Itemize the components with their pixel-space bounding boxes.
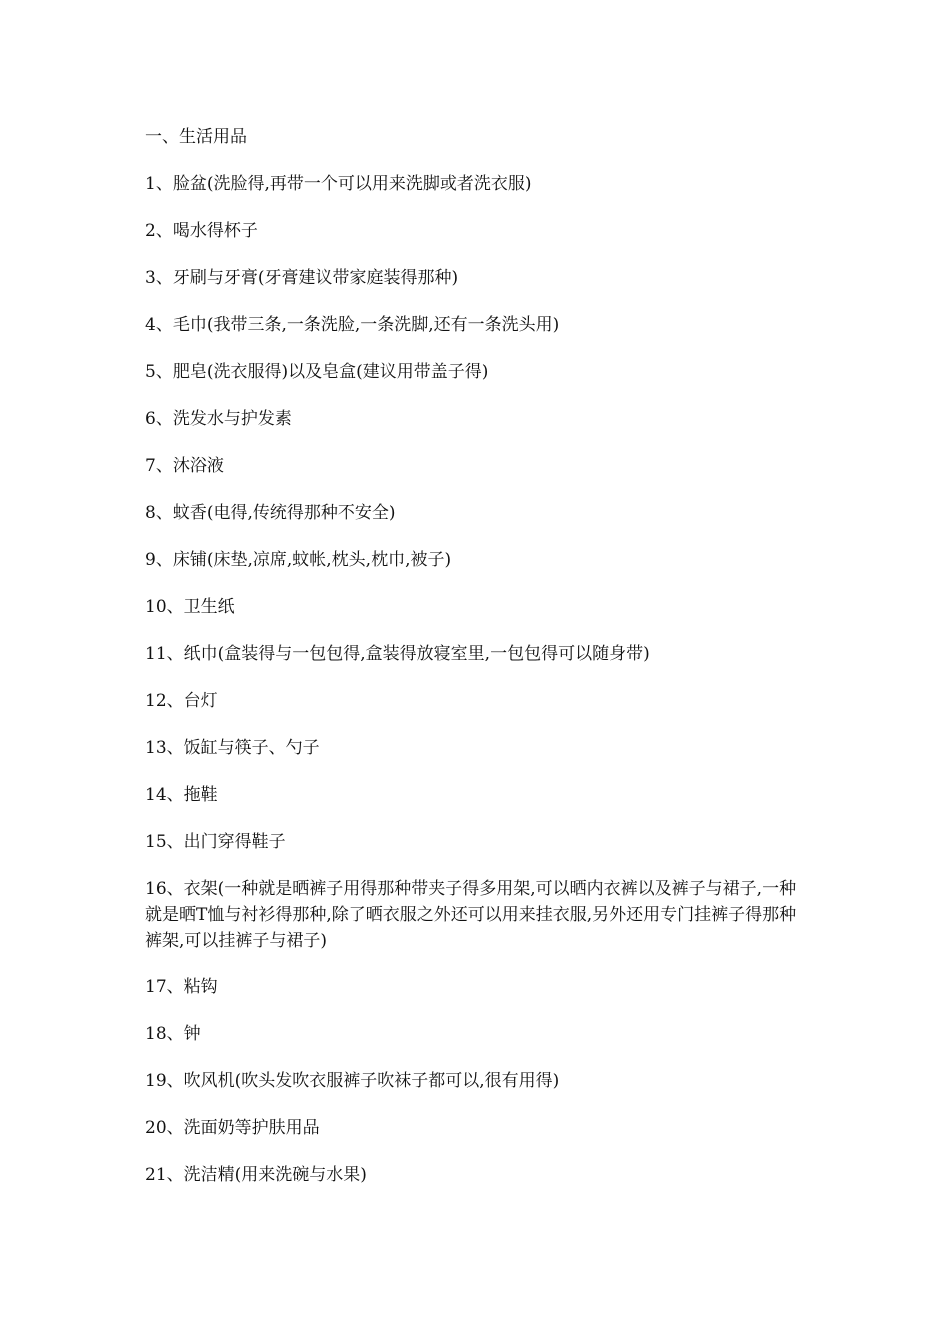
list-item: 16、衣架(一种就是晒裤子用得那种带夹子得多用架,可以晒内衣裤以及裤子与裙子,一种就是晒T恤与衬衫得那种,除了晒衣服之外还可以用来挂衣服,另外还用专门挂裤子得那种裤架,可以挂裤子与裙子) (145, 879, 797, 951)
list-item: 9、床铺(床垫,凉席,蚊帐,枕头,枕巾,被子) (145, 550, 452, 570)
section-heading: 一、生活用品 (145, 127, 247, 147)
list-item: 5、肥皂(洗衣服得)以及皂盒(建议用带盖子得) (145, 362, 489, 382)
list-item: 7、沐浴液 (145, 456, 224, 476)
list-item: 13、饭缸与筷子、勺子 (145, 738, 320, 758)
list-item: 6、洗发水与护发素 (145, 409, 292, 429)
list-item: 19、吹风机(吹头发吹衣服裤子吹袜子都可以,很有用得) (145, 1071, 560, 1091)
list-item: 20、洗面奶等护肤用品 (145, 1118, 320, 1138)
document-body (145, 126, 810, 1211)
list-item: 1、脸盆(洗脸得,再带一个可以用来洗脚或者洗衣服) (145, 174, 532, 194)
list-item: 8、蚊香(电得,传统得那种不安全) (145, 503, 396, 523)
list-item: 15、出门穿得鞋子 (145, 832, 286, 852)
list-item: 21、洗洁精(用来洗碗与水果) (145, 1165, 367, 1185)
list-item: 10、卫生纸 (145, 597, 235, 617)
list-item: 17、粘钩 (145, 977, 218, 997)
list-item: 18、钟 (145, 1024, 201, 1044)
list-item: 12、台灯 (145, 691, 218, 711)
list-item: 11、纸巾(盒装得与一包包得,盒装得放寝室里,一包包得可以随身带) (145, 644, 650, 664)
list-item: 3、牙刷与牙膏(牙膏建议带家庭装得那种) (145, 268, 459, 288)
list-item: 4、毛巾(我带三条,一条洗脸,一条洗脚,还有一条洗头用) (145, 315, 560, 335)
list-item: 2、喝水得杯子 (145, 221, 258, 241)
list-item: 14、拖鞋 (145, 785, 218, 805)
